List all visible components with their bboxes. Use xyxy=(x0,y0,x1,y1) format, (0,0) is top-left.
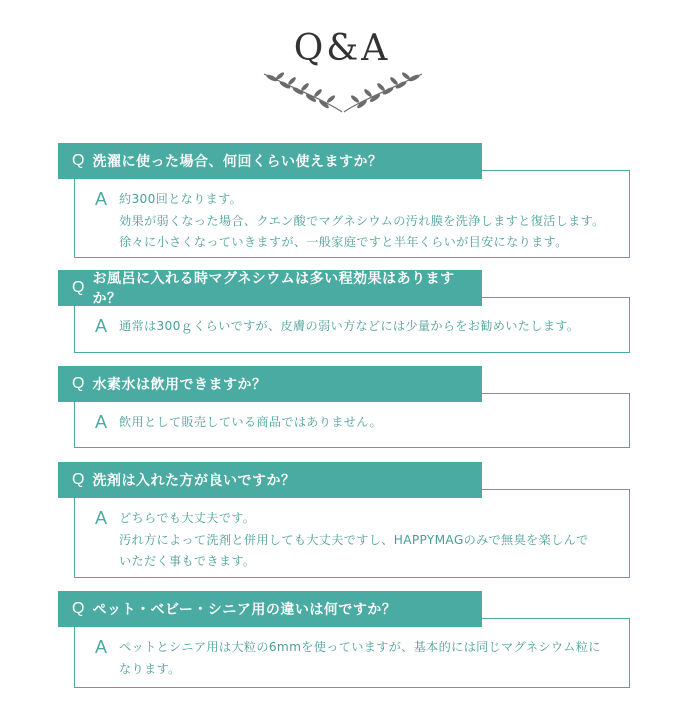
question-mark: Q xyxy=(72,279,85,296)
answer-mark: A xyxy=(95,412,108,432)
answer-mark: A xyxy=(95,189,108,209)
question-mark: Q xyxy=(72,152,85,169)
answer-line: ペットとシニア用は大粒の6mmを使っていますが、基本的には同じマグネシウム粒に xyxy=(119,640,601,654)
answer-line: 汚れ方によって洗剤と併用しても大丈夫ですし、HAPPYMAGのみで無臭を楽しんで xyxy=(119,532,589,547)
answer-line: 約300回となります。 xyxy=(119,192,243,206)
answer-line: なります。 xyxy=(119,661,181,676)
answer-mark: A xyxy=(95,508,108,528)
answer-text xyxy=(119,316,579,338)
qa-item xyxy=(0,270,684,353)
question-mark: Q xyxy=(72,471,85,488)
question-text: 洗剤は入れた方が良いですか？ xyxy=(92,473,296,489)
answer-line: 通常は300ｇくらいですが、皮膚の弱い方などには少量からをお勧めいたします。 xyxy=(119,319,580,333)
answer-line: 効果が弱くなった場合、クエン酸でマグネシウムの汚れ膜を洗浄しますと復活します。 xyxy=(119,213,605,228)
answer xyxy=(95,189,615,254)
answer xyxy=(95,412,615,434)
answer-box xyxy=(74,170,630,258)
answer xyxy=(95,637,615,680)
question-text: お風呂に入れる時マグネシウムは多い程効果はありますか？ xyxy=(92,271,455,307)
answer-line: いただく事もできます。 xyxy=(119,554,256,568)
answer xyxy=(95,508,615,573)
question-mark: Q xyxy=(72,600,85,617)
answer-box xyxy=(74,618,630,688)
answer-line: 飲用として販売している商品ではありません。 xyxy=(119,415,382,429)
qa-item xyxy=(0,591,684,688)
answer-text xyxy=(119,637,601,680)
question-text: 水素水は飲用できますか？ xyxy=(92,377,267,393)
answer-line: 徐々に小さくなっていきますが、一般家庭ですと半年くらいが目安になります。 xyxy=(119,235,568,249)
question-bar xyxy=(58,270,482,306)
qa-item xyxy=(0,143,684,258)
question-bar xyxy=(58,366,482,402)
answer-text xyxy=(119,412,382,434)
qa-item xyxy=(0,366,684,448)
question-text: ペット・ベビー・シニア用の違いは何ですか？ xyxy=(92,602,397,618)
answer-mark: A xyxy=(95,316,108,336)
answer-mark: A xyxy=(95,637,108,657)
answer-box xyxy=(74,489,630,578)
question-bar xyxy=(58,462,482,498)
answer-text xyxy=(119,189,605,254)
page-title: Q&A xyxy=(293,28,391,69)
question-bar xyxy=(58,591,482,627)
qa-item xyxy=(0,462,684,578)
answer-text xyxy=(119,508,588,573)
question-text: 洗濯に使った場合、何回くらい使えますか？ xyxy=(92,154,383,170)
laurel-wreath-icon xyxy=(258,68,428,118)
answer-line: どちらでも大丈夫です。 xyxy=(119,511,256,525)
question-mark: Q xyxy=(72,375,85,392)
question-bar xyxy=(58,143,482,179)
answer xyxy=(95,316,615,338)
